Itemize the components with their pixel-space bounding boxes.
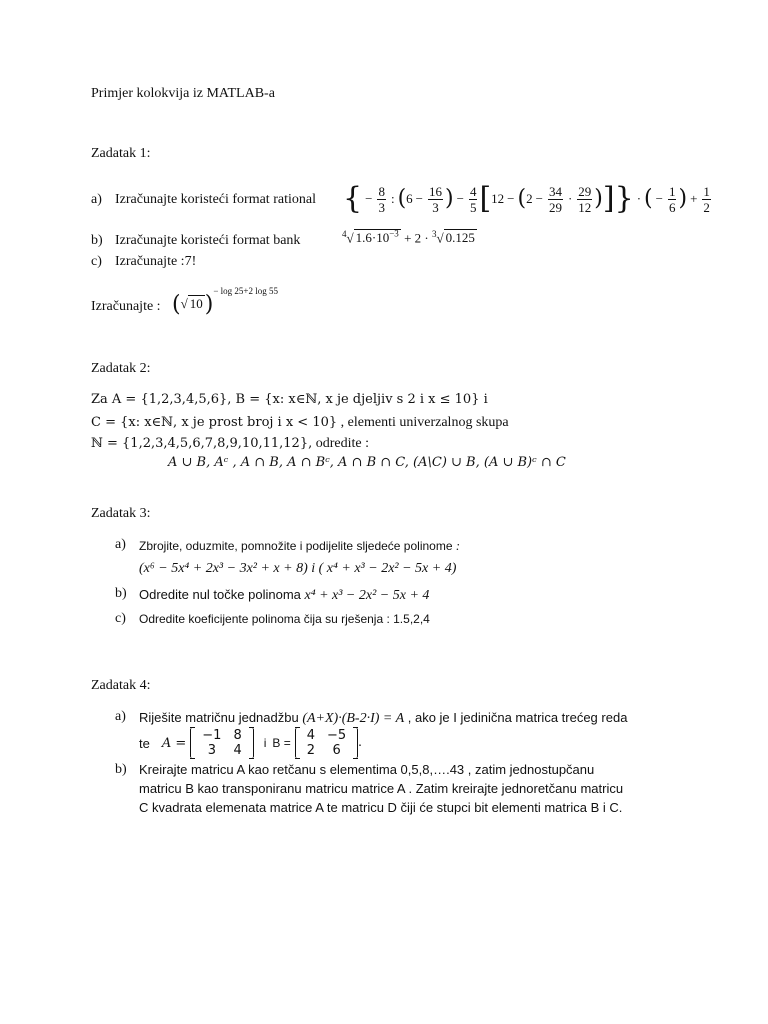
fraction: $\frac{8}{3}$ [378,183,385,215]
task-4b-line-3: C kvadrata elemenata matrice A te matricu D čiji će stupci bit elementi matrica B i C. [139,800,623,815]
fraction: $\frac{1}{2}$ [703,183,710,215]
task-2-set-operations: A ∪ B, Aᶜ , A ∩ B, A ∩ Bᶜ, A ∩ B ∩ C, (A\C) ∪ B, (A ∪ B)ᶜ ∩ C [168,455,566,470]
task-3a-polynomials: (x⁶ − 5x⁴ + 2x³ − 3x² + x + 8) i ( x⁴ + x³ − 2x² − 5x + 4) [139,561,457,576]
task-1b-text: Izračunajte koristeći format bank [115,233,301,248]
task-1a-expression: { − $\frac{8}{3}$ : ( 6 − $\frac{16}{3}$ ) − $\frac{4}{5}$ [ 12 − ( 2 − $\frac{34}{29}$ · $\frac{29}{12}$ ) ] } · ( − $\frac{1}{6}$ ) + $\frac{1}{2}$ [343,181,710,216]
task-4b-label: b) [115,762,127,777]
task-3-heading: Zadatak 3: [91,506,151,521]
task-1a-text: Izračunajte koristeći format rational [115,192,316,207]
matrix-a: −1 8 3 4 [190,728,253,758]
task-4a-text: Riješite matričnu jednadžbu (A+X)·(B-2·I) = A , ako je I jedinična matrica trećeg reda [139,710,628,726]
matrix-b: 4 −5 2 6 [295,728,358,758]
task-2-heading: Zadatak 2: [91,361,151,376]
task-3a-text: Zbrojite, oduzmite, pomnožite i podijelite sljedeće polinome : [139,538,461,553]
task-3c-text: Odredite koeficijente polinoma čija su rješenja : 1.5,2,4 [139,612,430,626]
task-1c-text: Izračunajte :7! [115,254,197,269]
task-4b-line-1: Kreirajte matricu A kao retčanu s elementima 0,5,8,….43 , zatim jednostupčanu [139,762,595,777]
task-1d-expression: (√ 10)$^{- log 25+2 log 55}$ [172,286,278,318]
task-1-heading: Zadatak 1: [91,146,151,161]
task-4a-matrices: te A = −1 8 3 4 i B = 4 −5 2 6 . [139,728,362,758]
task-2-line-1: Za A = {1,2,3,4,5,6}, B = {x: x∈ℕ, x je djeljiv s 2 i x ≤ 10} i [91,392,488,407]
task-3a-label: a) [115,537,126,552]
fraction: $\frac{29}{12}$ [578,183,592,215]
task-3c-label: c) [115,611,126,626]
fraction: $\frac{16}{3}$ [429,183,442,215]
task-4a-label: a) [115,709,126,724]
task-4b-line-2: matricu B kao transponiranu matricu matrice A . Zatim kreirajte jednoretčanu matricu [139,781,624,796]
task-1c-label: c) [91,254,102,269]
task-1b-label: b) [91,233,103,248]
task-1b-expression: $^4$√ $1.6\cdot 10^{-3} + 2 \cdot ^3√$ 0.125 [342,229,475,246]
fraction: $\frac{4}{5}$ [469,183,477,215]
task-1d-text: Izračunajte : [91,299,161,314]
task-4-heading: Zadatak 4: [91,678,151,693]
task-2-line-3: ℕ = {1,2,3,4,5,6,7,8,9,10,11,12}, odredite : [91,436,370,451]
task-3b-label: b) [115,586,127,601]
document-title: Primjer kolokvija iz MATLAB-a [91,86,275,101]
fraction: $\frac{34}{29}$ [548,183,562,215]
task-1a-label: a) [91,192,102,207]
task-3b-text: Odredite nul točke polinoma x⁴ + x³ − 2x² − 5x + 4 [139,587,430,603]
fraction: $\frac{1}{6}$ [668,183,676,215]
task-2-line-2: C = {x: x∈ℕ, x je prost broj i x < 10} , elementi univerzalnog skupa [91,415,509,430]
